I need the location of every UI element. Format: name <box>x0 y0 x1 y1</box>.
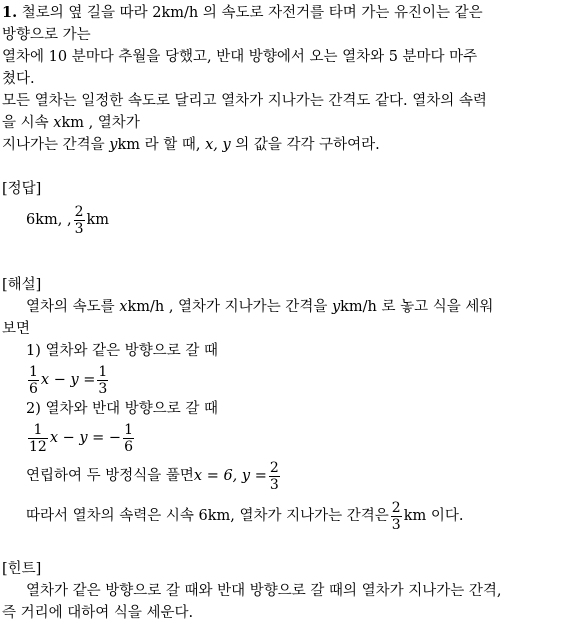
fraction: $\frac{2}{3}$ <box>74 203 84 237</box>
hint-section <box>2 558 571 624</box>
problem-line: 지나가는 간격을 ykm 라 할 때, x, y 의 값을 각각 구하여라. <box>2 137 380 153</box>
problem-line: 열차에 10 분마다 추월을 당했고, 반대 방향에서 오는 열차와 5 분마다 마주 <box>2 49 478 65</box>
solution-intro-cont: 보면 <box>2 321 31 337</box>
case-2-label: 2) 열차와 반대 방향으로 갈 때 <box>26 401 219 417</box>
hint-line: 즉 거리에 대하여 식을 세운다. <box>2 605 194 621</box>
variable-x: x <box>53 115 62 131</box>
solution-section <box>2 274 571 536</box>
document-page <box>2 2 571 624</box>
conclusion-line: 따라서 열차의 속력은 시속 6km, 열차가 지나가는 간격은 $\frac{2}{3}$ km 이다. <box>26 499 464 533</box>
problem-line: 쳤다. <box>2 71 35 87</box>
problem-number: 1. <box>2 4 18 21</box>
solution-heading: [해설] <box>2 277 42 293</box>
equation-1: $\frac{1}{6}$ x − y = $\frac{1}{3}$ <box>29 363 108 397</box>
fraction: $\frac{1}{6}$ <box>29 363 38 397</box>
solve-line: 연립하여 두 방정식을 풀면 x = 6, y = $\frac{2}{3}$ <box>26 459 279 493</box>
fraction: $\frac{2}{3}$ <box>391 499 401 533</box>
problem-line: 을 시속 xkm , 열차가 <box>2 115 140 131</box>
solution-intro: 열차의 속도를 xkm/h , 열차가 지나가는 간격을 ykm/h 로 놓고 식을 세워 <box>26 299 494 315</box>
problem-statement <box>2 2 571 156</box>
problem-line: 철로의 옆 길을 따라 2km/h 의 속도로 자전거를 타며 가는 유진이는 같은 <box>21 5 483 21</box>
hint-heading: [힌트] <box>2 561 42 577</box>
answer-section <box>2 178 571 240</box>
fraction: $\frac{1}{12}$ <box>29 421 47 455</box>
variable-y: y <box>109 137 118 153</box>
fraction: $\frac{1}{6}$ <box>124 421 134 455</box>
problem-line: 방향으로 가는 <box>2 27 91 43</box>
case-1-label: 1) 열차와 같은 방향으로 갈 때 <box>26 343 219 359</box>
hint-line: 열차가 같은 방향으로 갈 때와 반대 방향으로 갈 때의 열차가 지나가는 간격, <box>26 583 502 599</box>
equation-2: $\frac{1}{12}$ x − y = − $\frac{1}{6}$ <box>29 421 134 455</box>
fraction: $\frac{2}{3}$ <box>269 459 279 493</box>
problem-line: 모든 열차는 일정한 속도로 달리고 열차가 지나가는 간격도 같다. 열차의 속력 <box>2 93 487 109</box>
fraction: $\frac{1}{3}$ <box>98 363 108 397</box>
answer-heading: [정답] <box>2 181 42 197</box>
variables-xy: x, y <box>205 137 231 153</box>
answer-value: 6km, , $\frac{2}{3}$ km <box>26 203 110 237</box>
